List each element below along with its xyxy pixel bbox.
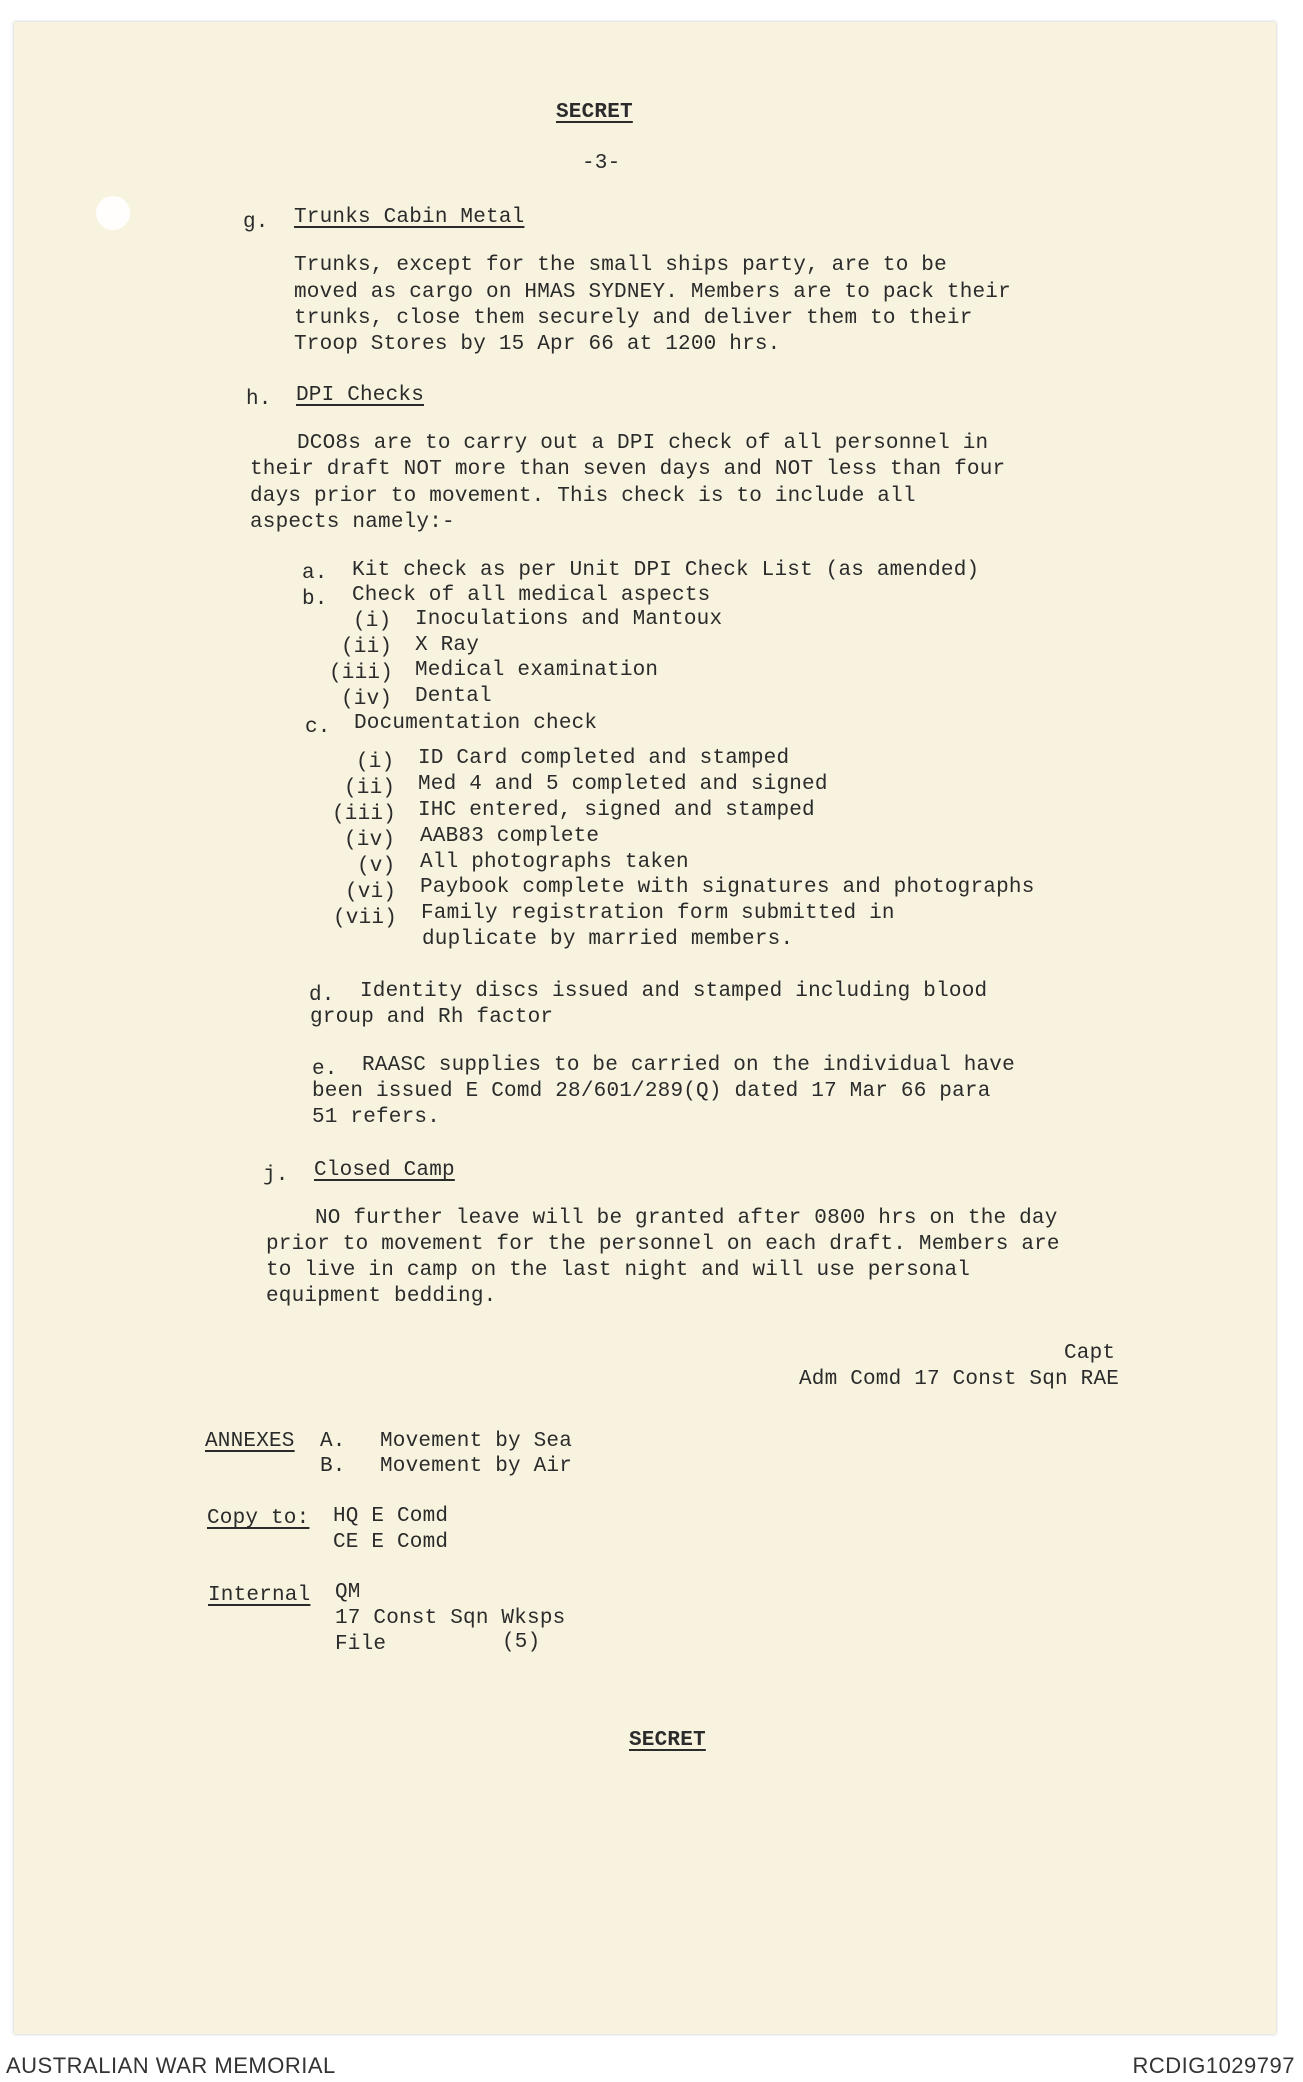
item-d-line: group and Rh factor	[310, 1006, 554, 1029]
section-g-line: Troop Stores by 15 Apr 66 at 1200 hrs.	[294, 333, 781, 356]
internal-file-label: File	[335, 1633, 387, 1656]
item-c-sub-num: (vii)	[333, 907, 398, 930]
annexes-label: ANNEXES	[205, 1430, 295, 1453]
item-a-label: a.	[302, 562, 328, 585]
item-b-sub-text: Inoculations and Mantoux	[415, 608, 723, 631]
item-c-sub-text: Paybook complete with signatures and photographs	[420, 876, 1035, 899]
section-j-line: NO further leave will be granted after 0800 hrs on the day	[315, 1207, 1058, 1230]
item-c-sub-text: IHC entered, signed and stamped	[418, 799, 815, 822]
section-j-title: Closed Camp	[314, 1159, 455, 1182]
internal-item: 17 Const Sqn Wksps	[335, 1607, 566, 1630]
archive-footer-right: RCDIG1029797	[1132, 2053, 1295, 2078]
item-c-text: Documentation check	[354, 712, 598, 735]
header-classification: SECRET	[556, 101, 633, 124]
section-h-title: DPI Checks	[296, 384, 425, 407]
item-c-sub-text: AAB83 complete	[420, 825, 600, 848]
section-j-line: prior to movement for the personnel on each draft. Members are	[266, 1233, 1060, 1256]
item-b-sub-text: Dental	[415, 685, 492, 708]
section-g-label: g.	[243, 211, 269, 234]
item-b-sub-num: (ii)	[341, 636, 393, 659]
item-c-sub-text: Family registration form submitted in	[421, 902, 895, 925]
item-c-sub-num: (i)	[356, 751, 395, 774]
item-e-line: RAASC supplies to be carried on the individual have	[362, 1054, 1015, 1077]
annex-title: Movement by Sea	[380, 1430, 573, 1453]
item-c-sub-num: (iii)	[332, 803, 397, 826]
item-e-label: e.	[312, 1058, 338, 1081]
archive-footer-left: AUSTRALIAN WAR MEMORIAL	[6, 2053, 336, 2078]
page-number: -3-	[582, 152, 621, 175]
annex-title: Movement by Air	[380, 1455, 573, 1478]
item-e-line: been issued E Comd 28/601/289(Q) dated 17 Mar 66 para	[312, 1080, 991, 1103]
copy-to-item: CE E Comd	[333, 1531, 449, 1554]
item-d-line: Identity discs issued and stamped including blood	[360, 980, 988, 1003]
item-c-sub-text: Med 4 and 5 completed and signed	[418, 773, 828, 796]
item-b-label: b.	[302, 588, 328, 611]
punch-hole-mark	[96, 196, 130, 230]
item-c-sub-num: (iv)	[344, 829, 396, 852]
internal-item: QM	[335, 1581, 361, 1604]
section-j-line: equipment bedding.	[266, 1285, 497, 1308]
section-h-line: days prior to movement. This check is to include all	[250, 485, 916, 508]
item-c-label: c.	[305, 716, 331, 739]
item-b-sub-text: Medical examination	[415, 659, 659, 682]
item-c-sub-num: (ii)	[344, 777, 396, 800]
item-b-sub-num: (iv)	[341, 688, 393, 711]
item-b-sub-text: X Ray	[415, 634, 480, 657]
signature-appointment: Adm Comd 17 Const Sqn RAE	[799, 1368, 1120, 1391]
item-c-continuation: duplicate by married members.	[422, 928, 794, 951]
section-g-line: trunks, close them securely and deliver them to their	[294, 307, 973, 330]
item-b-text: Check of all medical aspects	[352, 584, 711, 607]
item-a-text: Kit check as per Unit DPI Check List (as amended)	[352, 559, 980, 582]
item-c-sub-text: ID Card completed and stamped	[418, 747, 790, 770]
annex-letter: A.	[320, 1430, 346, 1453]
footer-classification: SECRET	[629, 1729, 706, 1752]
internal-label: Internal	[208, 1584, 311, 1607]
item-c-sub-num: (vi)	[345, 881, 397, 904]
section-j-line: to live in camp on the last night and will use personal	[266, 1259, 971, 1282]
section-g-title: Trunks Cabin Metal	[294, 206, 525, 229]
internal-file-count: (5)	[502, 1631, 541, 1654]
copy-to-label: Copy to:	[207, 1507, 310, 1530]
section-h-line: their draft NOT more than seven days and NOT less than four	[250, 458, 1006, 481]
signature-rank: Capt	[1064, 1342, 1116, 1365]
section-g-line: Trunks, except for the small ships party, are to be	[294, 254, 947, 277]
item-c-sub-num: (v)	[357, 855, 396, 878]
copy-to-item: HQ E Comd	[333, 1505, 449, 1528]
item-d-label: d.	[309, 984, 335, 1007]
section-g-line: moved as cargo on HMAS SYDNEY. Members are to pack their	[294, 281, 1011, 304]
section-h-line: DCO8s are to carry out a DPI check of all personnel in	[297, 432, 989, 455]
item-b-sub-num: (iii)	[329, 662, 394, 685]
item-c-sub-text: All photographs taken	[420, 851, 689, 874]
section-h-label: h.	[246, 388, 272, 411]
annex-letter: B.	[320, 1455, 346, 1478]
section-j-label: j.	[263, 1164, 289, 1187]
section-h-line: aspects namely:-	[250, 511, 455, 534]
item-b-sub-num: (i)	[353, 610, 392, 633]
item-e-line: 51 refers.	[312, 1106, 441, 1129]
